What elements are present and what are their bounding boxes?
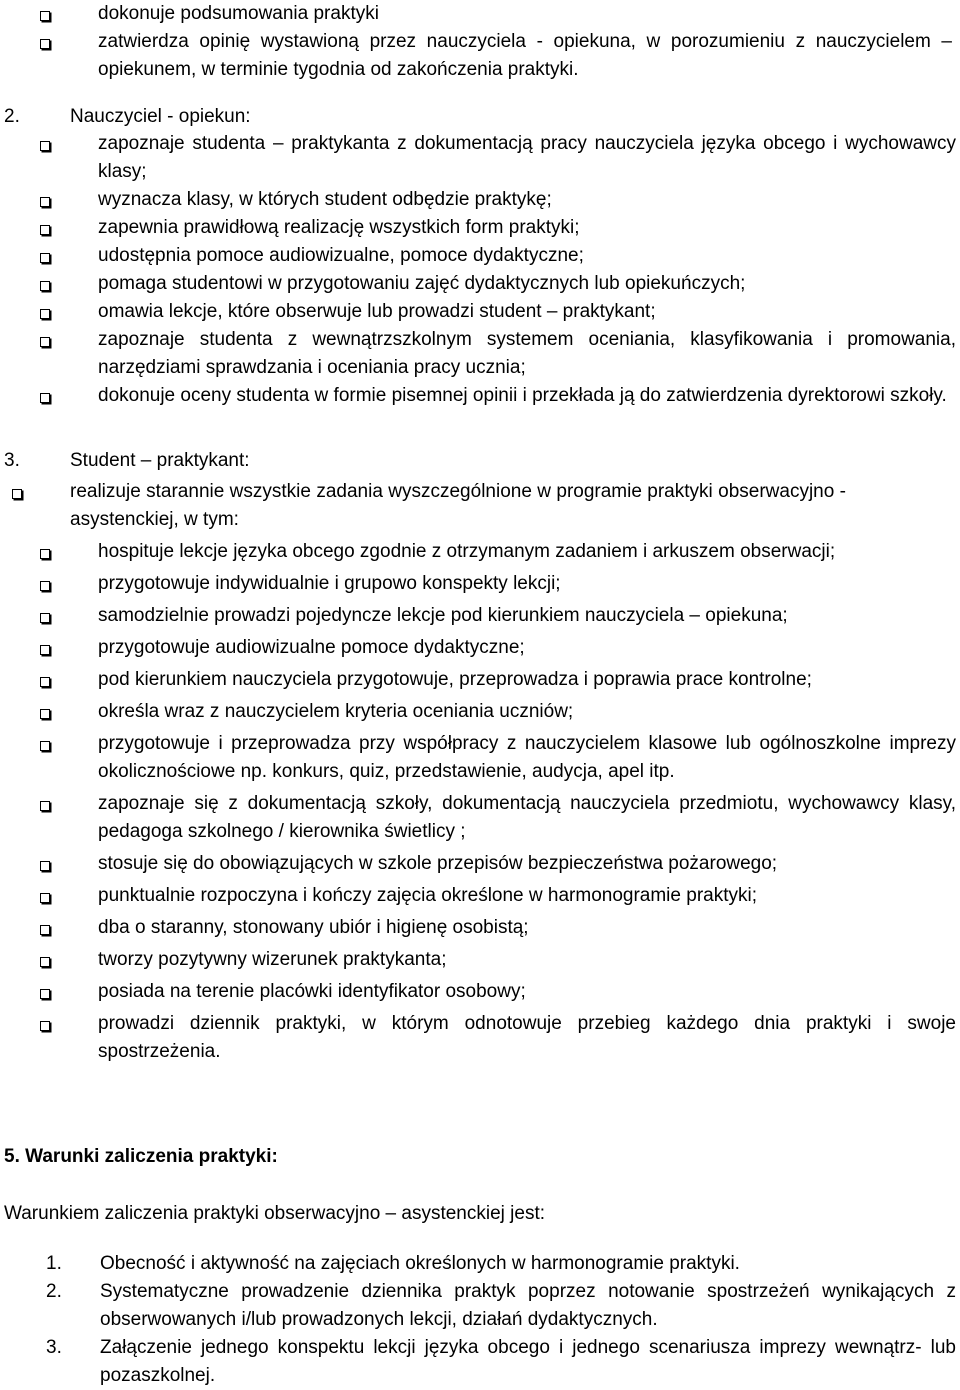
list-item-text: pod kierunkiem nauczyciela przygotowuje, przeprowadza i poprawia prace kontrolne; bbox=[98, 669, 812, 690]
list-item bbox=[0, 1334, 956, 1390]
list-item bbox=[0, 28, 956, 84]
list-item bbox=[0, 602, 956, 630]
checkbox-bullet-icon bbox=[40, 141, 50, 151]
checkbox-bullet-icon bbox=[40, 677, 50, 687]
list-item-text: zapoznaje się z dokumentacją szkoły, dokumentacją nauczyciela przedmiotu, wychowawcy klasy, pedagoga szkolnego / kierownika świetlicy ; bbox=[98, 793, 956, 842]
list-item-text: samodzielnie prowadzi pojedyncze lekcje pod kierunkiem nauczyciela – opiekuna; bbox=[98, 605, 788, 626]
section-number: 3. bbox=[4, 450, 20, 471]
checkbox-bullet-icon bbox=[40, 801, 50, 811]
checkbox-bullet-icon bbox=[12, 489, 22, 499]
list-item-text: Systematyczne prowadzenie dziennika praktyk poprzez notowanie spostrzeżeń wynikających z obserwowanych i/lub prowadzonych lekcji, działań dydaktycznych. bbox=[100, 1281, 956, 1330]
list-item-text: tworzy pozytywny wizerunek praktykanta; bbox=[98, 949, 447, 970]
section-5-intro bbox=[4, 1200, 956, 1228]
list-item-text: dokonuje podsumowania praktyki bbox=[98, 3, 379, 24]
list-item bbox=[0, 242, 956, 270]
list-item-number: 3. bbox=[46, 1337, 62, 1358]
list-item-text: realizuje starannie wszystkie zadania wyszczególnione w programie praktyki obserwacyjno - asystenckiej, w tym: bbox=[70, 481, 846, 530]
list-item-text: pomaga studentowi w przygotowaniu zajęć dydaktycznych lub opiekuńczych; bbox=[98, 273, 746, 294]
list-item-text: przygotowuje i przeprowadza przy współpracy z nauczycielem klasowe lub ogólnoszkolne imprezy okolicznościowe np. konkurs, quiz, przedstawienie, audycja, apel itp. bbox=[98, 733, 956, 782]
list-item-text: zapoznaje studenta z wewnątrzszkolnym systemem oceniania, klasyfikowania i promowania, narzędziami sprawdzania i oceniania pracy ucznia; bbox=[98, 329, 956, 378]
list-item-text: określa wraz z nauczycielem kryteria oceniania uczniów; bbox=[98, 701, 574, 722]
checkbox-bullet-icon bbox=[40, 337, 50, 347]
checkbox-bullet-icon bbox=[40, 709, 50, 719]
list-item bbox=[0, 914, 956, 942]
checkbox-bullet-icon bbox=[40, 581, 50, 591]
checkbox-bullet-icon bbox=[40, 613, 50, 623]
section-3-list bbox=[0, 538, 956, 1066]
list-item-text: dba o staranny, stonowany ubiór i higienę osobistą; bbox=[98, 917, 529, 938]
list-item bbox=[0, 270, 956, 298]
section-title: Student – praktykant: bbox=[70, 450, 250, 471]
list-item-number: 2. bbox=[46, 1281, 62, 1302]
list-item-text: Obecność i aktywność na zajęciach określonych w harmonogramie praktyki. bbox=[100, 1253, 740, 1274]
list-item bbox=[0, 978, 956, 1006]
list-item-text: wyznacza klasy, w których student odbędzie praktykę; bbox=[98, 189, 552, 210]
checkbox-bullet-icon bbox=[40, 39, 50, 49]
list-item-text: dokonuje oceny studenta w formie pisemnej opinii i przekłada ją do zatwierdzenia dyrektorowi szkoły. bbox=[98, 385, 947, 406]
list-item bbox=[0, 946, 956, 974]
checkbox-bullet-icon bbox=[40, 989, 50, 999]
list-item-text: posiada na terenie placówki identyfikator osobowy; bbox=[98, 981, 526, 1002]
section-2-heading bbox=[0, 102, 956, 132]
checkbox-bullet-icon bbox=[40, 281, 50, 291]
section-title: 5. Warunki zaliczenia praktyki: bbox=[4, 1146, 278, 1167]
list-item bbox=[0, 850, 956, 878]
list-item-text: prowadzi dziennik praktyki, w którym odnotowuje przebieg każdego dnia praktyki i swoje spostrzeżenia. bbox=[98, 1013, 956, 1062]
list-item-text: Załączenie jednego konspektu lekcji języka obcego i jednego scenariusza imprezy wewnątrz- lub pozaszkolnej. bbox=[100, 1337, 956, 1386]
checkbox-bullet-icon bbox=[40, 925, 50, 935]
list-item-text: udostępnia pomoce audiowizualne, pomoce dydaktyczne; bbox=[98, 245, 584, 266]
section-3-intro bbox=[0, 478, 956, 534]
checkbox-bullet-icon bbox=[40, 741, 50, 751]
section-2-list bbox=[0, 130, 956, 410]
list-item-text: hospituje lekcje języka obcego zgodnie z otrzymanym zadaniem i arkuszem obserwacji; bbox=[98, 541, 836, 562]
list-item bbox=[0, 186, 956, 214]
checkbox-bullet-icon bbox=[40, 309, 50, 319]
list-item bbox=[0, 478, 956, 534]
checkbox-bullet-icon bbox=[40, 549, 50, 559]
list-item-text: zatwierdza opinię wystawioną przez nauczyciela - opiekuna, w porozumieniu z nauczycielem – opiekunem, w terminie tygodnia od zakończenia praktyki. bbox=[98, 31, 952, 80]
list-item bbox=[0, 790, 956, 846]
list-item bbox=[0, 298, 956, 326]
list-item bbox=[0, 666, 956, 694]
list-item bbox=[0, 882, 956, 910]
list-item bbox=[0, 0, 956, 28]
list-item-text: omawia lekcje, które obserwuje lub prowadzi student – praktykant; bbox=[98, 301, 656, 322]
checkbox-bullet-icon bbox=[40, 11, 50, 21]
checkbox-bullet-icon bbox=[40, 393, 50, 403]
list-item bbox=[0, 1278, 956, 1334]
section-title: Nauczyciel - opiekun: bbox=[70, 106, 251, 127]
list-item-text: zapoznaje studenta – praktykanta z dokumentacją pracy nauczyciela języka obcego i wychowawcy klasy; bbox=[98, 133, 956, 182]
checkbox-bullet-icon bbox=[40, 253, 50, 263]
list-item-text: stosuje się do obowiązujących w szkole przepisów bezpieczeństwa pożarowego; bbox=[98, 853, 778, 874]
list-item bbox=[0, 570, 956, 598]
list-item-text: zapewnia prawidłową realizację wszystkich form praktyki; bbox=[98, 217, 580, 238]
section-number: 2. bbox=[4, 106, 20, 127]
section-3-heading bbox=[0, 446, 956, 476]
intro-text: Warunkiem zaliczenia praktyki obserwacyjno – asystenckiej jest: bbox=[4, 1203, 546, 1224]
section-5-list bbox=[0, 1250, 956, 1390]
list-item bbox=[0, 382, 956, 410]
list-item-number: 1. bbox=[46, 1253, 62, 1274]
checkbox-bullet-icon bbox=[40, 645, 50, 655]
checkbox-bullet-icon bbox=[40, 957, 50, 967]
list-item-text: przygotowuje audiowizualne pomoce dydaktyczne; bbox=[98, 637, 525, 658]
list-item bbox=[0, 214, 956, 242]
list-item-text: przygotowuje indywidualnie i grupowo konspekty lekcji; bbox=[98, 573, 561, 594]
section-5-heading bbox=[0, 1142, 956, 1172]
list-item bbox=[0, 130, 956, 186]
section-1-list bbox=[0, 0, 956, 84]
checkbox-bullet-icon bbox=[40, 225, 50, 235]
list-item bbox=[0, 698, 956, 726]
checkbox-bullet-icon bbox=[40, 861, 50, 871]
list-item-text: punktualnie rozpoczyna i kończy zajęcia określone w harmonogramie praktyki; bbox=[98, 885, 757, 906]
checkbox-bullet-icon bbox=[40, 197, 50, 207]
list-item bbox=[0, 326, 956, 382]
list-item bbox=[0, 730, 956, 786]
list-item bbox=[0, 538, 956, 566]
list-item bbox=[0, 1250, 956, 1278]
list-item bbox=[0, 634, 956, 662]
checkbox-bullet-icon bbox=[40, 893, 50, 903]
checkbox-bullet-icon bbox=[40, 1021, 50, 1031]
list-item bbox=[0, 1010, 956, 1066]
